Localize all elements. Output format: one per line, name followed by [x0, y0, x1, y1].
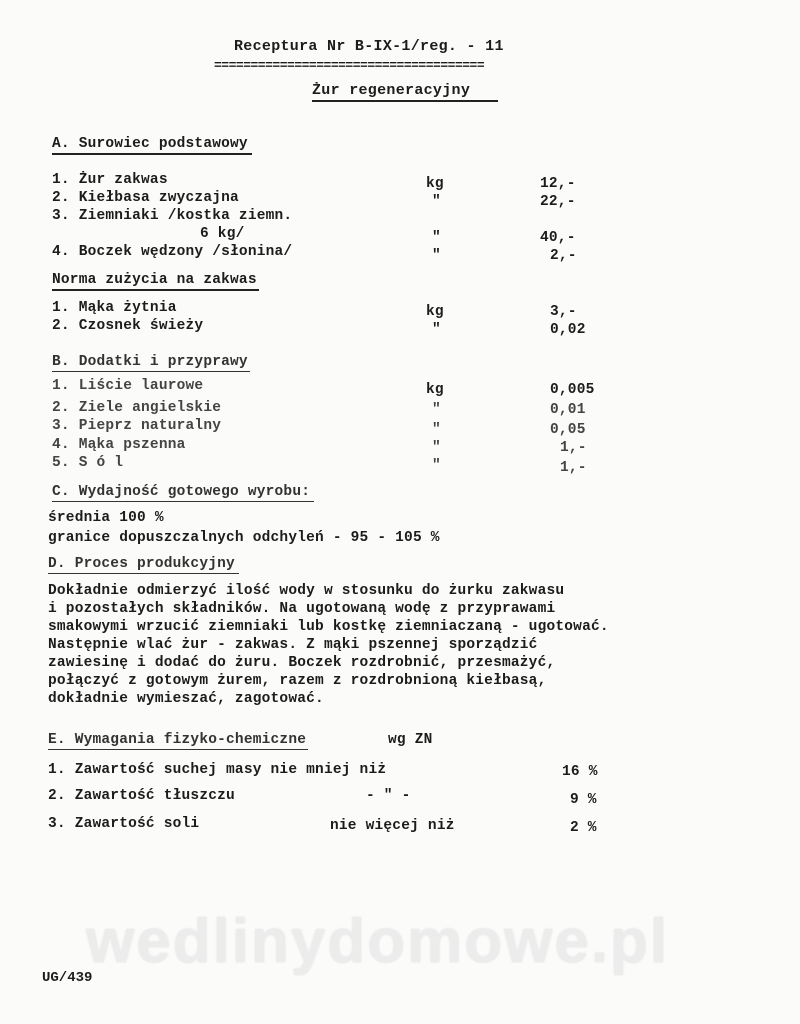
item-unit: kg — [426, 176, 444, 192]
item-qty: 3,- — [550, 304, 577, 320]
item-qty: 0,05 — [550, 422, 586, 438]
item-unit: kg — [426, 304, 444, 320]
recipe-subtitle: Żur regeneracyjny — [312, 82, 498, 102]
item-name-continuation: 6 kg/ — [200, 226, 245, 242]
item-unit: " — [432, 322, 441, 338]
item-name: 1. Liście laurowe — [52, 378, 204, 394]
item-qty: 1,- — [560, 460, 587, 476]
item-name: 4. Boczek wędzony /słonina/ — [52, 244, 293, 260]
process-line: Dokładnie odmierzyć ilość wody w stosunku do żurku zakwasu — [48, 583, 565, 599]
item-name: 5. S ó l — [52, 455, 124, 471]
item-qty: 40,- — [540, 230, 576, 246]
item-name: 4. Mąka pszenna — [52, 437, 186, 453]
item-qty: 2,- — [550, 248, 577, 264]
norma-heading: Norma zużycia na zakwas — [52, 272, 259, 291]
item-unit: " — [432, 194, 441, 210]
process-line: połączyć z gotowym żurem, razem z rozdrobnioną kiełbasą, — [48, 673, 547, 689]
requirement-ditto: - " - — [366, 788, 411, 804]
item-unit: kg — [426, 382, 444, 398]
section-e-heading: E. Wymagania fizyko-chemiczne — [48, 732, 307, 748]
title-separator: ===================================== — [214, 58, 485, 73]
process-line: smakowymi wrzucić ziemniaki lub kostkę ziemniaczaną - ugotować. — [48, 619, 609, 635]
requirement-name: 2. Zawartość tłuszczu — [48, 788, 235, 804]
process-line: i pozostałych składników. Na ugotowaną wodę z przyprawami — [48, 601, 556, 617]
requirement-value: 9 % — [570, 792, 597, 808]
item-unit: " — [432, 402, 441, 418]
requirement-name: 1. Zawartość suchej masy nie mniej niż — [48, 762, 387, 778]
requirement-name: 3. Zawartość soli — [48, 816, 200, 832]
watermark: wedlinydomowe.pl — [86, 907, 670, 976]
process-line: Następnie wlać żur - zakwas. Z mąki pszennej sporządzić — [48, 637, 538, 653]
item-name: 3. Ziemniaki /kostka ziemn. — [52, 208, 293, 224]
item-qty: 0,005 — [550, 382, 595, 398]
requirement-value: 2 % — [570, 820, 597, 836]
item-qty: 0,01 — [550, 402, 586, 418]
item-qty: 0,02 — [550, 322, 586, 338]
section-c-heading: C. Wydajność gotowego wyrobu: — [52, 484, 314, 502]
item-qty: 1,- — [560, 440, 587, 456]
item-unit: " — [432, 440, 441, 456]
item-unit: " — [432, 458, 441, 474]
item-qty: 12,- — [540, 176, 576, 192]
item-name: 2. Czosnek świeży — [52, 318, 204, 334]
process-line: zawiesinę i dodać do żuru. Boczek rozdrobnić, przesmażyć, — [48, 655, 556, 671]
item-name: 1. Mąka żytnia — [52, 300, 177, 316]
item-qty: 22,- — [540, 194, 576, 210]
requirement-qualifier: nie więcej niż — [330, 818, 455, 834]
yield-tolerance: granice dopuszczalnych odchyleń - 95 - 105 % — [48, 530, 440, 546]
item-unit: " — [432, 422, 441, 438]
process-line: dokładnie wymieszać, zagotować. — [48, 691, 324, 707]
item-name: 3. Pieprz naturalny — [52, 418, 222, 434]
item-unit: " — [432, 248, 441, 264]
requirement-value: 16 % — [562, 764, 598, 780]
section-b-heading: B. Dodatki i przyprawy — [52, 354, 248, 370]
recipe-title: Receptura Nr B-IX-1/reg. - 11 — [234, 38, 504, 55]
item-unit: " — [432, 230, 441, 246]
section-e-heading-suffix: wg ZN — [388, 732, 433, 748]
item-name: 2. Kiełbasa zwyczajna — [52, 190, 239, 206]
section-a-heading: A. Surowiec podstawowy — [52, 136, 252, 155]
yield-average: średnia 100 % — [48, 510, 164, 526]
item-name: 2. Ziele angielskie — [52, 400, 222, 416]
item-name: 1. Żur zakwas — [52, 172, 168, 188]
document-code: UG/439 — [42, 970, 93, 986]
section-d-heading: D. Proces produkcyjny — [48, 556, 239, 574]
